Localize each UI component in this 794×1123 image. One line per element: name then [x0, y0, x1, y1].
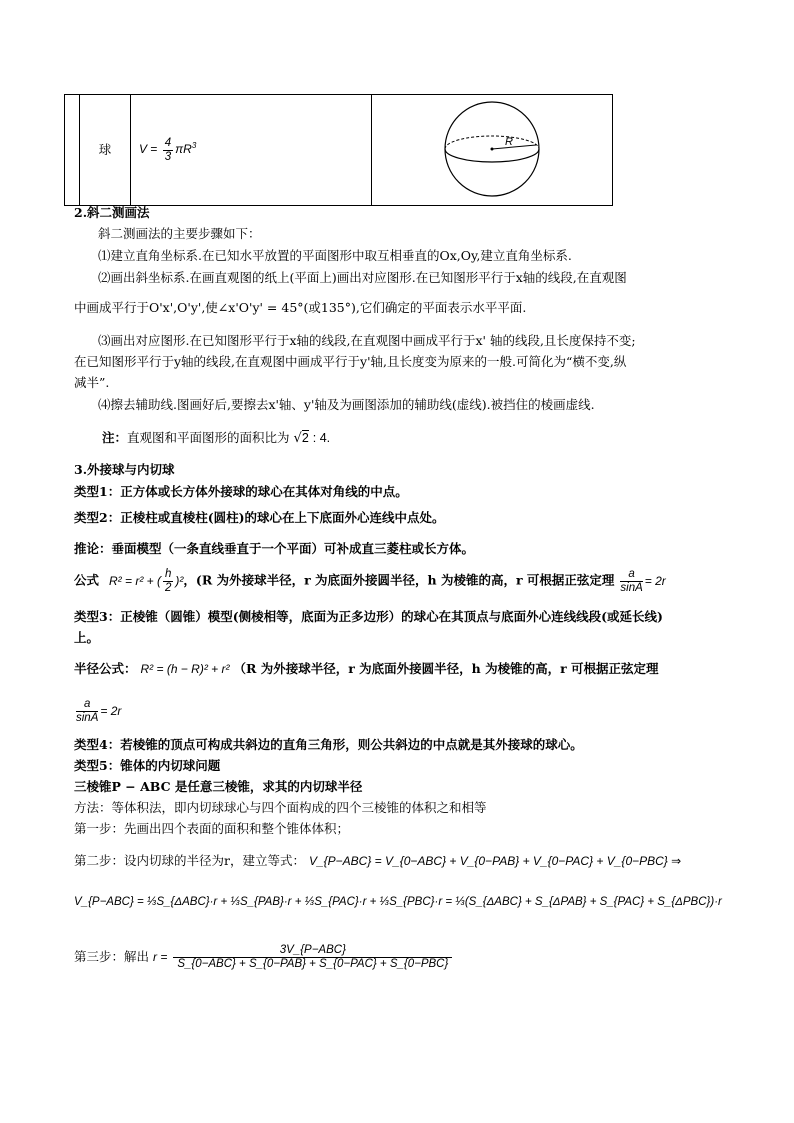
- sqrt-sign: √: [293, 431, 302, 446]
- fraction-h-over-2: $\frac{h}{2}$: [165, 568, 172, 594]
- volume-formula-line: [74, 893, 722, 910]
- note-line: [102, 430, 330, 447]
- note-text: 直观图和平面图形的面积比为: [127, 430, 290, 445]
- step-3-line-3: 减半”.: [74, 375, 110, 390]
- type-1: 类型1：正方体或长方体外接球的球心在其体对角线的中点。: [74, 484, 408, 499]
- formula-label: 公式: [74, 572, 100, 588]
- inradius-numerator: 3V_{P−ABC}: [173, 944, 452, 958]
- sine-rule-2: $\frac{a}{\sin A}$ = 2r: [76, 698, 122, 724]
- sphere-center-dot: [491, 148, 494, 151]
- sine-rule: $\frac{a}{\sin A}$ = 2r: [620, 568, 666, 594]
- sphere-radius-line: [492, 145, 536, 149]
- step-first: 第一步：先画出四个表面的面积和整个锥体体积；: [74, 821, 350, 836]
- type-4: 类型4：若棱锥的顶点可构成共斜边的直角三角形，则公共斜边的中点就是其外接球的球心。: [74, 737, 583, 752]
- volume-sum-formula: V_{P−ABC} = ⅓S_{ΔABC}·r + ⅓S_{PAB}·r + ⅓S_{PAC}·r + ⅓S_{PBC}·r = ⅓(S_{ΔABC} + S_{ΔPAB} + S_{PAC} + S_{ΔPBC})·r: [74, 896, 722, 908]
- sphere-figure-cell: [372, 95, 613, 206]
- step-second-formula: V_{P−ABC} = V_{0−ABC} + V_{0−PAB} + V_{0−PAC} + V_{0−PBC} ⇒: [308, 854, 682, 868]
- sphere-equator-back: [445, 136, 539, 149]
- fraction-a-over-sina: $\frac{a}{\sin A}$: [620, 568, 643, 594]
- sine-rule-line: [74, 698, 121, 725]
- table-row: [65, 95, 613, 206]
- method: 方法：等体积法，即内切球球心与四个面构成的四个三棱锥的体积之和相等: [74, 800, 487, 815]
- step-second: 第二步：设内切球的半径为r，建立等式：: [74, 853, 305, 868]
- step-1: ⑴建立直角坐标系.在已知水平放置的平面图形中取互相垂直的Ox,Oy,建立直角坐标系.: [98, 248, 572, 263]
- solid-name-cell: [80, 95, 131, 206]
- radius-formula: R² = (h − R)² + r²: [140, 662, 230, 676]
- formula-expression: R² = r² + ( $\frac{h}{2}$ )²: [109, 568, 184, 594]
- formula-line: [74, 568, 666, 595]
- sphere-equator-front: [445, 149, 539, 162]
- note-sqrt-value: 2: [301, 431, 309, 445]
- note-ratio: : 4.: [312, 431, 331, 445]
- step-2-line-1: ⑵画出斜坐标系.在画直观图的纸上(平面上)画出对应图形.在已知图形平行于x轴的线段,在直观图: [98, 270, 627, 285]
- volume-formula-cell: [131, 95, 372, 206]
- table-cell-blank: [65, 95, 80, 206]
- inradius-denominator: S_{0−ABC} + S_{0−PAB} + S_{0−PAC} + S_{0−PBC}: [177, 958, 449, 970]
- fraction-a-over-sina-2: $\frac{a}{\sin A}$: [76, 698, 99, 724]
- corollary: 推论：垂面模型（一条直线垂直于一个平面）可补成直三菱柱或长方体。: [74, 541, 475, 556]
- radius-description: （R 为外接球半径，r 为底面外接圆半径，h 为棱锥的高，r 可根据正弦定理: [233, 661, 659, 676]
- type-3-line-1: 类型3：正棱锥（圆锥）模型(侧棱相等，底面为正多边形）的球心在其顶点与底面外心连线线段(或延长线): [74, 609, 663, 624]
- radius-formula-line: [74, 661, 659, 677]
- note-label: 注：: [102, 430, 128, 445]
- step-3-line-1: ⑶画出对应图形.在已知图形平行于x轴的线段,在直观图中画成平行于x' 轴的线段,且长度保持不变;: [98, 333, 636, 348]
- type-3-line-2: 上。: [74, 630, 100, 645]
- step-second-line: [74, 853, 681, 869]
- step-third-line: [74, 944, 454, 971]
- step-2-line-2: 中画成平行于O'x',O'y',使∠x'O'y' = 45°(或135°),它们确定的平面表示水平平面.: [74, 300, 527, 315]
- inradius-fraction: [173, 944, 452, 971]
- type-2: 类型2：正棱柱或直棱柱(圆柱)的球心在上下底面外心连线中点处。: [74, 510, 445, 525]
- step-3-line-2: 在已知图形平行于y轴的线段,在直观图中画成平行于y'轴,且长度变为原来的一般.可简化为“横不变,纵: [74, 354, 627, 369]
- step-4: ⑷擦去辅助线.图画好后,要擦去x'轴、y'轴及为画图添加的辅助线(虚线).被挡住的棱画虚线.: [98, 397, 595, 412]
- sphere-radius-label: R: [505, 136, 513, 148]
- step-third: 第三步：解出: [74, 949, 150, 964]
- sphere-figure: [372, 95, 612, 201]
- fraction-four-thirds: $\frac{4}{3}$: [164, 136, 172, 163]
- solid-name: 球: [98, 142, 112, 157]
- section-2-heading: 2.斜二测画法: [74, 205, 150, 220]
- triangular-pyramid-text: 三棱锥P − ABC 是任意三棱锥，求其的内切球半径: [74, 779, 363, 794]
- step-third-r: r =: [153, 950, 168, 964]
- formula-description: ，(R 为外接球半径，r 为底面外接圆半径，h 为棱锥的高，r 可根据正弦定理: [183, 572, 615, 588]
- solid-table: [64, 94, 613, 206]
- radius-label: 半径公式：: [74, 661, 137, 676]
- section-2-intro: 斜二测画法的主要步骤如下：: [98, 226, 261, 241]
- volume-formula: V = $\frac{4}{3}$ $\pi R^3$: [139, 136, 197, 163]
- type-5: 类型5：锥体的内切球问题: [74, 758, 221, 773]
- section-3-heading: 3.外接球与内切球: [74, 462, 175, 477]
